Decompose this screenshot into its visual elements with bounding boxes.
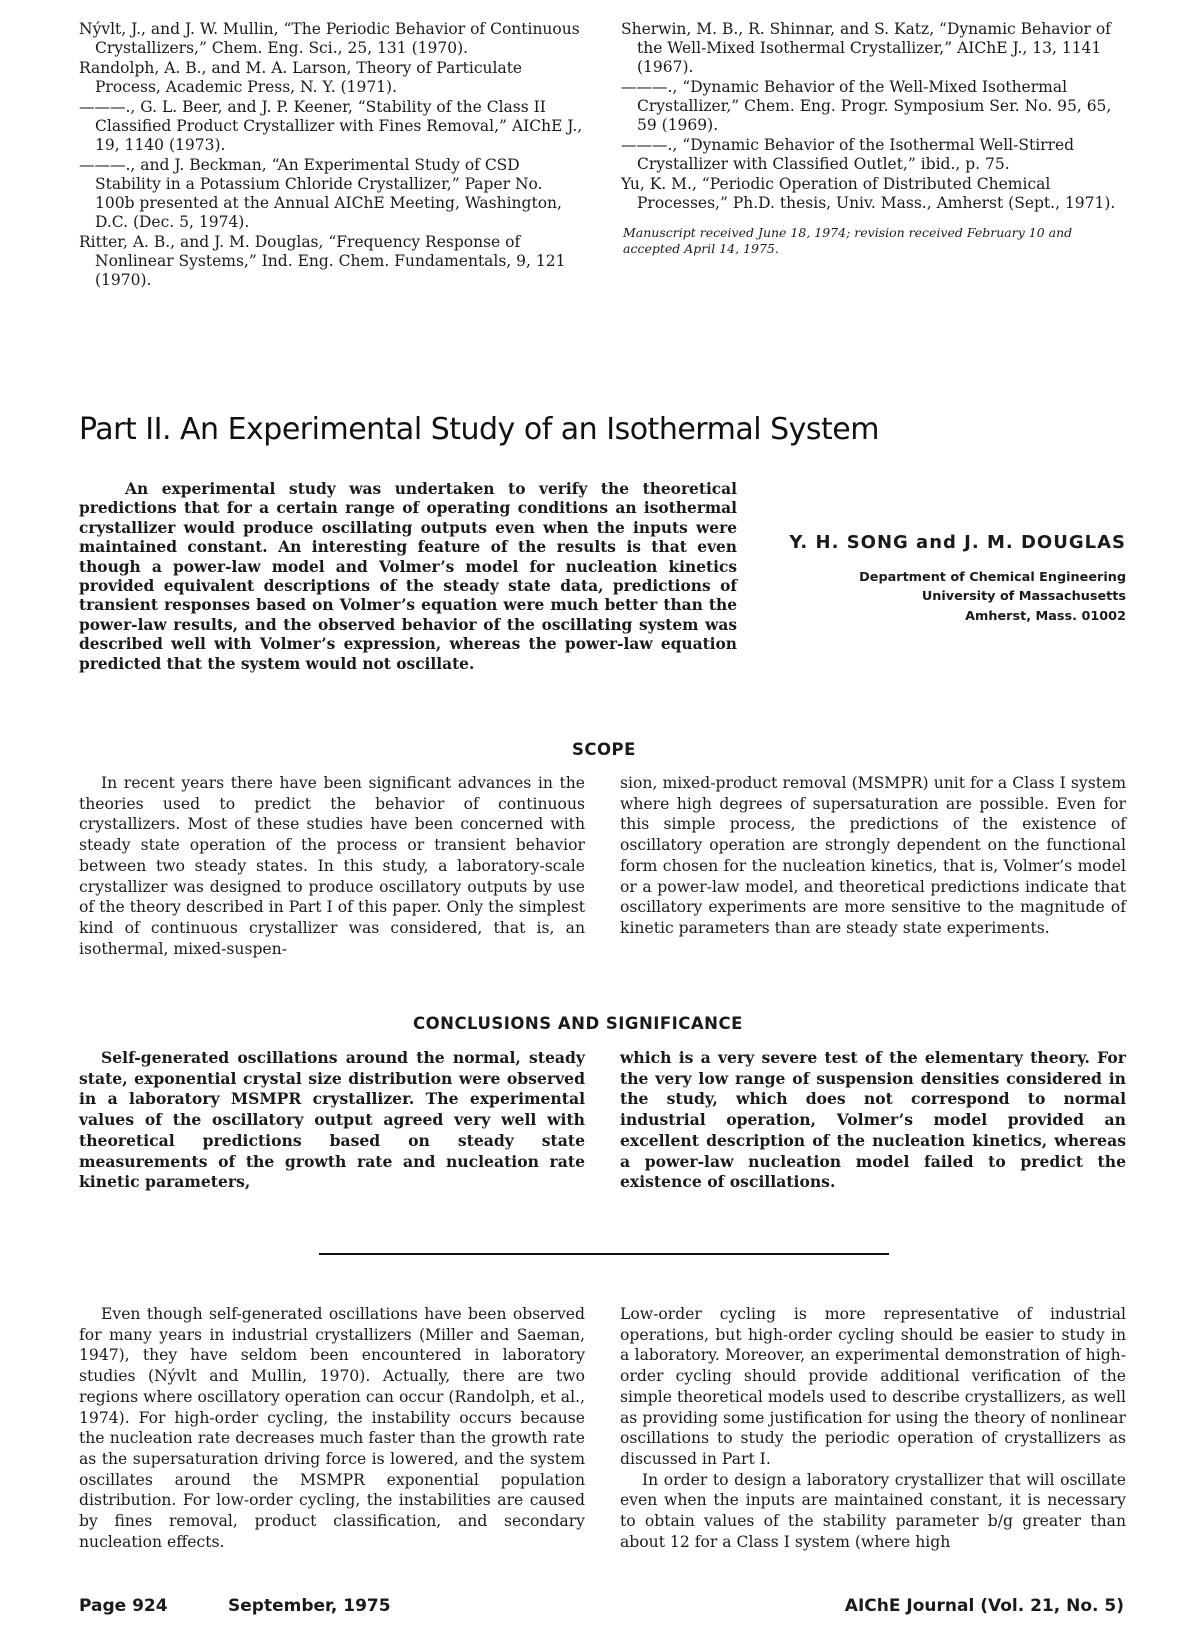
footer-page-number: Page 924 (79, 1596, 168, 1616)
reference-entry: ———., “Dynamic Behavior of the Well-Mixed Isothermal Crystallizer,” Chem. Eng. Progr. Symposium Ser. No. 95, 65, 59 (1969). (621, 78, 1112, 134)
affiliation-location: Amherst, Mass. 01002 (965, 608, 1126, 624)
scope-heading: SCOPE (572, 740, 636, 759)
footer-date: September, 1975 (228, 1596, 391, 1616)
conclusions-text-left: Self-generated oscillations around the normal, steady state, exponential crystal size distribution were observed in a laboratory MSMPR crystallizer. The experimental values of the oscillatory output agreed very well with theoretical predictions based on steady state measurements of the growth rate and nucleation rate kinetic parameters, (79, 1048, 585, 1192)
scope-text-right: sion, mixed-product removal (MSMPR) unit for a Class I system where high degrees of supersaturation are possible. Even for this simple process, the predictions of the existence of oscillatory operation are strongly dependent on the functional form chosen for the nucleation kinetics, that is, Volmer’s model or a power-law model, and theoretical predictions indicate that oscillatory experiments are more sensitive to the magnitude of kinetic parameters than are steady state experiments. (620, 774, 1126, 937)
manuscript-note: Manuscript received June 18, 1974; revision received February 10 and accepted April 14, 1975. (623, 225, 1073, 256)
section-divider (319, 1253, 889, 1255)
abstract: An experimental study was undertaken to verify the theoretical predictions that for a certain range of operating conditions an isothermal crystallizer would produce oscillating outputs even when the inputs were maintained constant. An interesting feature of the results is that even though a power-law model and Volmer’s model for nucleation kinetics provided equivalent descriptions of the steady state data, predictions of transient responses based on Volmer’s equation were much better than the power-law results, and the observed behavior of the oscillating system was described well with Volmer’s expression, whereas the power-law equation predicted that the system would not oscillate. (79, 480, 737, 673)
references-left-column (79, 20, 584, 291)
reference-entry: Randolph, A. B., and M. A. Larson, Theory of Particulate Process, Academic Press, N. Y. (1971). (79, 59, 523, 96)
reference-entry: Yu, K. M., “Periodic Operation of Distributed Chemical Processes,” Ph.D. thesis, Univ. Mass., Amherst (Sept., 1971). (621, 175, 1116, 212)
footer-journal: AIChE Journal (Vol. 21, No. 5) (844, 1596, 1124, 1616)
reference-entry: ———., and J. Beckman, “An Experimental Study of CSD Stability in a Potassium Chloride Crystallizer,” Paper No. 100b presented at the Annual AIChE Meeting, Washington, D.C. (Dec. 5, 1974). (79, 156, 562, 231)
body-paragraph: Low-order cycling is more representative of industrial operations, but high-order cycling should be easier to study in a laboratory. Moreover, an experimental demonstration of high-order cycling should provide additional verification of the simple theoretical models used to describe crystallizers, as well as providing some justification for using the theory of nonlinear oscillations to study the periodic operation of crystallizers as discussed in Part I. (620, 1305, 1126, 1468)
reference-entry: Sherwin, M. B., R. Shinnar, and S. Katz, “Dynamic Behavior of the Well-Mixed Isothermal Crystallizer,” AIChE J., 13, 1141 (1967). (621, 20, 1111, 76)
affiliation-university: University of Massachusetts (921, 589, 1126, 605)
conclusions-heading: CONCLUSIONS AND SIGNIFICANCE (413, 1014, 743, 1033)
authors: Y. H. SONG and J. M. DOUGLAS (789, 532, 1126, 553)
reference-entry: ———., “Dynamic Behavior of the Isothermal Well-Stirred Crystallizer with Classified Outlet,” ibid., p. 75. (621, 136, 1075, 173)
reference-entry: Ritter, A. B., and J. M. Douglas, “Frequency Response of Nonlinear Systems,” Ind. Eng. Chem. Fundamentals, 9, 121 (1970). (79, 233, 566, 289)
reference-entry: ———., G. L. Beer, and J. P. Keener, “Stability of the Class II Classified Product Crystallizer with Fines Removal,” AIChE J., 19, 1140 (1973). (79, 98, 583, 154)
reference-entry: Nývlt, J., and J. W. Mullin, “The Periodic Behavior of Continuous Crystallizers,” Chem. Eng. Sci., 25, 131 (1970). (79, 20, 580, 57)
affiliation-department: Department of Chemical Engineering (859, 570, 1126, 585)
references-right-column (621, 20, 1126, 257)
body-text-left: Even though self-generated oscillations have been observed for many years in industrial crystallizers (Miller and Saeman, 1947), they have seldom been encountered in laboratory studies (Nývlt and Mullin, 1970). Actually, there are two regions where oscillatory operation can occur (Randolph, et al., 1974). For high-order cycling, the instability occurs because the nucleation rate decreases much faster than the growth rate as the supersaturation driving force is lowered, and the system oscillates around the MSMPR exponential population distribution. For low-order cycling, the instabilities are caused by fines removal, product classification, and secondary nucleation effects. (79, 1305, 585, 1551)
affiliation (859, 568, 1126, 626)
part-title: Part II. An Experimental Study of an Isothermal System (79, 412, 879, 447)
scope-text-left: In recent years there have been significant advances in the theories used to predict the behavior of continuous crystallizers. Most of these studies have been concerned with steady state operation of the process or transient behavior between two steady states. In this study, a laboratory-scale crystallizer was designed to produce oscillatory outputs by use of the theory described in Part I of this paper. Only the simplest kind of continuous crystallizer was considered, that is, an isothermal, mixed-suspen- (79, 774, 585, 958)
body-paragraph: In order to design a laboratory crystallizer that will oscillate even when the inputs are maintained constant, it is necessary to obtain values of the stability parameter b/g greater than about 12 for a Class I system (where high (620, 1470, 1126, 1551)
body-text-right (620, 1304, 1126, 1552)
conclusions-text-right: which is a very severe test of the elementary theory. For the very low range of suspension densities considered in the study, which does not correspond to normal industrial operation, Volmer’s model provided an excellent description of the nucleation kinetics, whereas a power-law nucleation model failed to predict the existence of oscillations. (620, 1048, 1126, 1192)
